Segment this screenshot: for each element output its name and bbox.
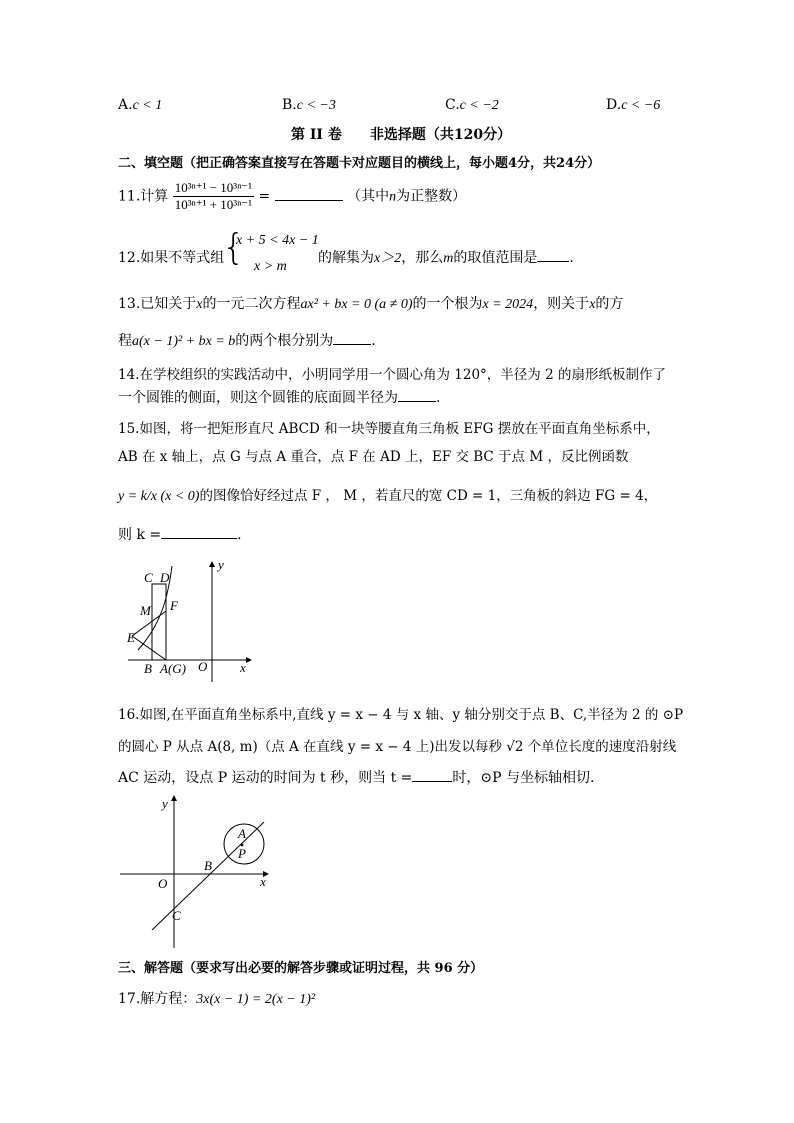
q12-ineq2: x > m [254, 259, 287, 274]
option-d-label: D. [606, 97, 622, 113]
q17-equation: 3x(x − 1) = 2(x − 1)² [196, 992, 316, 1007]
figure-15 [118, 558, 258, 684]
q12-middle: 的解集为 [318, 250, 374, 266]
fig2-label-x: x [260, 874, 266, 889]
q15-line3 [118, 484, 657, 505]
option-c [445, 97, 499, 114]
section3-title: 三、解答题（要求写出必要的解答步骤或证明过程，共 96 分） [118, 961, 484, 976]
q15-line2: AB 在 x 轴上，点 G 与点 A 重合，点 F 在 AD 上，EF 交 BC 于点 M ，反比例函数 [118, 449, 629, 465]
q13-text-a: 13.已知关于 [118, 296, 197, 312]
fig1-ruler-rect [152, 584, 166, 660]
q12-end2: 的取值范围是 [453, 250, 538, 266]
fig2-label-o: O [158, 876, 168, 891]
fig2-label-a: A [238, 826, 246, 841]
q15-function: y = k/x (x < 0) [118, 489, 200, 504]
q11-answer-blank[interactable] [275, 186, 343, 201]
section2-title: 二、填空题（把正确答案直接写在答题卡对应题目的横线上，每小题4分，共24分） [118, 156, 601, 171]
q14-dot: . [436, 390, 441, 406]
q14-text: 一个圆锥的侧面，则这个圆锥的底面圆半径为 [118, 390, 398, 406]
fig2-y-arrow-icon [171, 795, 177, 801]
q16-line1: 16.如图,在平面直角坐标系中,直线 y = x − 4 与 x 轴、y 轴分别交于点 B、C,半径为 2 的 ⊙P [118, 707, 684, 723]
q15-answer-blank[interactable] [161, 524, 237, 539]
q16-answer-blank[interactable] [412, 767, 452, 782]
q15-text3: 的图像恰好经过点 F ， M ，若直尺的宽 CD = 1，三角板的斜边 FG = 4， [199, 488, 658, 504]
fig2-label-b: B [204, 858, 212, 873]
q11-fraction [173, 180, 254, 213]
q13-text-d: ，则关于 [533, 296, 590, 312]
q11-suffix2: 为正整数） [396, 188, 467, 205]
q13-equation2: a(x − 1)² + bx = b [132, 334, 236, 349]
question-17 [118, 988, 315, 1008]
q11-suffix: （其中 [347, 188, 390, 205]
q15-dot: . [237, 527, 242, 543]
part2-title: 第 II 卷 非选择题（共120分） [291, 127, 512, 143]
fig1-y-arrow-icon [209, 561, 215, 567]
q13-text-c: 的一个根为 [412, 296, 483, 312]
fig1-label-c: C [144, 570, 153, 585]
q13-answer-blank[interactable] [333, 330, 371, 345]
q15-line4 [118, 524, 242, 544]
q12-ineq1: x + 5 < 4x − 1 [236, 233, 319, 248]
q13-text-f: 程 [118, 333, 132, 349]
q12-end: ，那么 [401, 250, 444, 266]
q16-text3a: AC 运动，设点 P 运动的时间为 t 秒，则当 t = [118, 770, 413, 786]
option-b-expr: c < −3 [296, 98, 336, 113]
q11-var: n [389, 189, 397, 205]
q15-line1: 15.如图，将一把矩形直尺 ABCD 和一块等腰直角三角板 EFG 摆放在平面直角坐标系中， [118, 421, 660, 437]
q16-line3 [118, 767, 594, 787]
fig1-label-d: D [160, 570, 170, 585]
fig2-line [152, 822, 264, 930]
fig2-label-y: y [162, 796, 168, 811]
q12-answer-blank[interactable] [537, 247, 569, 262]
q17-prefix: 17.解方程： [118, 991, 197, 1007]
option-d-expr: c < −6 [621, 98, 661, 113]
q13-equation: ax² + bx = 0 (a ≠ 0) [300, 297, 413, 312]
q11-eq: = [258, 188, 271, 205]
q12-rest [318, 247, 574, 267]
option-b [282, 97, 336, 114]
fig1-label-f: F [170, 598, 178, 613]
q13-text-g: 的两个根分别为 [235, 333, 334, 349]
q16-text3b: 时，⊙P 与坐标轴相切. [452, 770, 595, 786]
fig1-label-e: E [127, 630, 135, 645]
option-d [606, 97, 660, 114]
fig1-label-o: O [198, 659, 208, 674]
q13-text-b: 的一元二次方程 [202, 296, 301, 312]
fig2-label-p: P [238, 846, 246, 861]
q13-line2 [118, 330, 376, 350]
q13-x: x [196, 297, 203, 312]
q14-answer-blank[interactable] [398, 387, 436, 402]
q13-root: x = 2024 [482, 297, 534, 312]
q12-var: m [443, 251, 454, 266]
question-11 [118, 180, 466, 213]
fig1-label-ag: A(G) [160, 661, 186, 676]
q12-prefix: 12.如果不等式组 [118, 250, 225, 266]
option-a-label: A. [118, 97, 133, 113]
q11-numerator: 10³ⁿ⁺¹ − 10³ⁿ⁻¹ [174, 180, 253, 195]
option-c-expr: c < −2 [459, 98, 499, 113]
q15-text4: 则 k = [118, 527, 162, 543]
fig2-label-c: C [172, 908, 181, 923]
figure-16 [118, 792, 278, 952]
q13-dot: . [371, 333, 376, 349]
q11-denominator: 10³ⁿ⁺¹ + 10³ⁿ⁻¹ [174, 197, 253, 212]
q13-line1 [118, 293, 623, 313]
option-a [118, 97, 162, 114]
fig1-label-b: B [144, 661, 152, 676]
fig1-triangle-eg [132, 636, 166, 660]
option-b-label: B. [282, 97, 297, 113]
q12-brace: { [222, 227, 245, 268]
q16-line2: 的圆心 P 从点 A(8, m)（点 A 在直线 y = x − 4 上)出发以每秒 √2 个单位长度的速度沿射线 [118, 739, 677, 755]
q13-text-e: 的方 [595, 296, 624, 312]
option-a-expr: c < 1 [132, 98, 163, 113]
q13-x2: x [589, 297, 596, 312]
fig1-label-y: y [218, 558, 224, 572]
q12-cond: x＞2 [374, 251, 402, 266]
option-c-label: C. [445, 97, 460, 113]
q11-prefix: 11.计算 [118, 188, 169, 205]
fig1-label-x: x [240, 660, 246, 675]
q12-dot: . [569, 250, 574, 266]
q14-line1: 14.在学校组织的实践活动中，小明同学用一个圆心角为 120°，半径为 2 的扇形纸板制作了 [118, 367, 666, 383]
q14-line2 [118, 387, 440, 407]
fig1-x-arrow-icon [246, 657, 252, 663]
fig1-label-m: M [140, 603, 151, 618]
